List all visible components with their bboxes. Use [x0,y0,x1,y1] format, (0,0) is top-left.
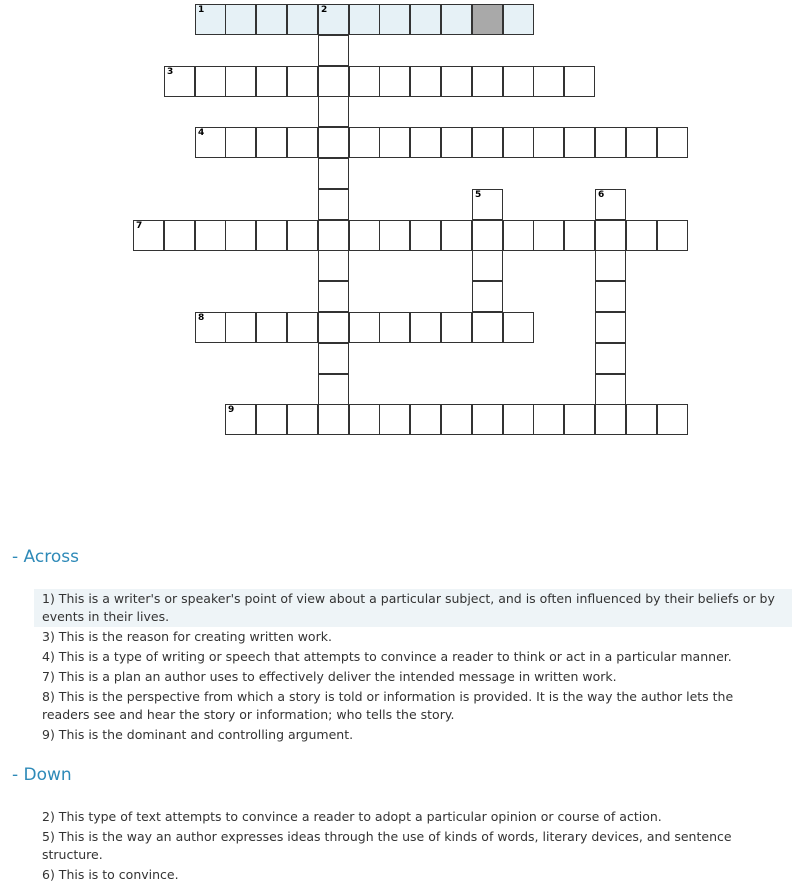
grid-cell[interactable] [318,220,349,251]
grid-cell[interactable] [595,374,626,405]
grid-cell[interactable] [318,66,349,97]
grid-cell[interactable] [164,220,195,251]
grid-cell[interactable] [564,404,595,435]
grid-cell[interactable] [256,4,287,35]
grid-cell[interactable] [318,250,349,281]
grid-cell[interactable] [256,404,287,435]
clue-number: 1 [198,5,205,15]
grid-cell[interactable] [472,404,503,435]
grid-cell[interactable] [195,312,226,343]
grid-cell[interactable] [595,127,626,158]
grid-cell[interactable] [349,312,380,343]
grid-cell[interactable] [410,66,441,97]
grid-cell[interactable] [626,404,657,435]
grid-cell[interactable] [379,220,410,251]
grid-cell[interactable] [472,66,503,97]
grid-cell[interactable] [318,281,349,312]
grid-cell[interactable] [503,312,534,343]
clue-number: 4 [198,128,205,138]
grid-cell[interactable] [441,4,472,35]
grid-cell[interactable] [287,127,318,158]
grid-cell[interactable] [287,312,318,343]
grid-cell[interactable] [657,220,688,251]
grid-cell[interactable] [472,281,503,312]
clue-number: 6 [598,190,605,200]
grid-cell[interactable] [164,66,195,97]
grid-cell[interactable] [410,4,441,35]
grid-cell[interactable] [195,4,226,35]
clue-across-8[interactable]: 8) This is the perspective from which a story is told or information is provided. It is the way the author lets the readers see and hear the story or information; who tells the story. [42,689,734,722]
grid-cell[interactable] [503,4,534,35]
grid-cell[interactable] [225,404,256,435]
clue-down-2[interactable]: 2) This type of text attempts to convince a reader to adopt a particular opinion or course of action. [42,809,662,824]
grid-cell[interactable] [318,312,349,343]
clue-number: 9 [228,405,235,415]
grid-cell[interactable] [379,4,410,35]
grid-cell[interactable] [318,374,349,405]
grid-cell[interactable] [195,220,226,251]
grid-cell[interactable] [564,220,595,251]
clue-down-6[interactable]: 6) This is to convince. [42,867,179,882]
grid-cell[interactable] [595,343,626,374]
grid-cell[interactable] [533,220,564,251]
grid-cell[interactable] [595,404,626,435]
grid-cell[interactable] [318,4,349,35]
grid-cell[interactable] [349,404,380,435]
grid-cell[interactable] [410,127,441,158]
grid-cell[interactable] [349,4,380,35]
grid-cell[interactable] [503,220,534,251]
grid-cell[interactable] [256,220,287,251]
grid-cell[interactable] [410,220,441,251]
grid-cell[interactable] [318,343,349,374]
clue-number: 5 [475,190,482,200]
grid-cell[interactable] [441,404,472,435]
grid-cell[interactable] [318,35,349,66]
grid-cell[interactable] [195,127,226,158]
grid-cell[interactable] [441,66,472,97]
clue-across-9[interactable]: 9) This is the dominant and controlling argument. [42,727,354,742]
grid-cell[interactable] [349,127,380,158]
clue-number: 8 [198,313,205,323]
grid-cell[interactable] [379,312,410,343]
grid-cell[interactable] [349,220,380,251]
grid-cell[interactable] [225,127,256,158]
grid-cell[interactable] [657,127,688,158]
grid-cell[interactable] [287,66,318,97]
grid-cell[interactable] [379,404,410,435]
grid-cell[interactable] [410,312,441,343]
grid-cell[interactable] [472,189,503,220]
grid-cell[interactable] [379,66,410,97]
grid-cell[interactable] [318,127,349,158]
down-clue-list [34,807,792,885]
grid-cell[interactable] [410,404,441,435]
grid-cell[interactable] [503,66,534,97]
grid-cell[interactable] [318,96,349,127]
grid-cell[interactable] [595,189,626,220]
grid-cell[interactable] [533,404,564,435]
grid-cell[interactable] [225,66,256,97]
grid-cell[interactable] [225,220,256,251]
grid-cell[interactable] [626,220,657,251]
grid-cell[interactable] [318,404,349,435]
grid-cell[interactable] [503,404,534,435]
clue-number: 2 [321,5,328,15]
grid-cell[interactable] [595,312,626,343]
grid-cell[interactable] [225,4,256,35]
grid-cell[interactable] [256,66,287,97]
grid-cell[interactable] [287,220,318,251]
across-heading: - Across [12,547,79,567]
across-clue-list [34,589,792,745]
grid-cell[interactable] [472,127,503,158]
grid-cell[interactable] [533,66,564,97]
grid-cell[interactable] [533,127,564,158]
clue-number: 7 [136,221,143,231]
grid-cell[interactable] [287,4,318,35]
grid-cell[interactable] [256,312,287,343]
grid-cell[interactable] [503,127,534,158]
grid-cell[interactable] [225,312,256,343]
grid-cell[interactable] [349,66,380,97]
grid-cell[interactable] [318,189,349,220]
grid-cell[interactable] [472,4,503,35]
grid-cell[interactable] [626,127,657,158]
grid-cell[interactable] [472,312,503,343]
clue-across-4[interactable]: 4) This is a type of writing or speech that attempts to convince a reader to think or act in a particular manner. [42,649,732,664]
grid-cell[interactable] [256,127,287,158]
grid-cell[interactable] [564,127,595,158]
grid-cell[interactable] [379,127,410,158]
clue-down-5[interactable]: 5) This is the way an author expresses ideas through the use of kinds of words, literary devices, and sentence structure. [42,829,732,862]
grid-cell[interactable] [564,66,595,97]
grid-cell[interactable] [195,66,226,97]
grid-cell[interactable] [318,158,349,189]
grid-cell[interactable] [287,404,318,435]
grid-cell[interactable] [133,220,164,251]
grid-cell[interactable] [472,250,503,281]
clue-across-7[interactable]: 7) This is a plan an author uses to effectively deliver the intended message in written work. [42,669,617,684]
grid-cell[interactable] [441,127,472,158]
clue-across-1[interactable]: 1) This is a writer's or speaker's point of view about a particular subject, and is often influenced by their beliefs or by events in their lives. [34,589,792,627]
grid-cell[interactable] [595,220,626,251]
down-heading: - Down [12,765,72,785]
grid-cell[interactable] [657,404,688,435]
grid-cell[interactable] [472,220,503,251]
grid-cell[interactable] [595,250,626,281]
grid-cell[interactable] [595,281,626,312]
clue-across-3[interactable]: 3) This is the reason for creating written work. [42,629,332,644]
grid-cell[interactable] [441,312,472,343]
clue-number: 3 [167,67,174,77]
grid-cell[interactable] [441,220,472,251]
